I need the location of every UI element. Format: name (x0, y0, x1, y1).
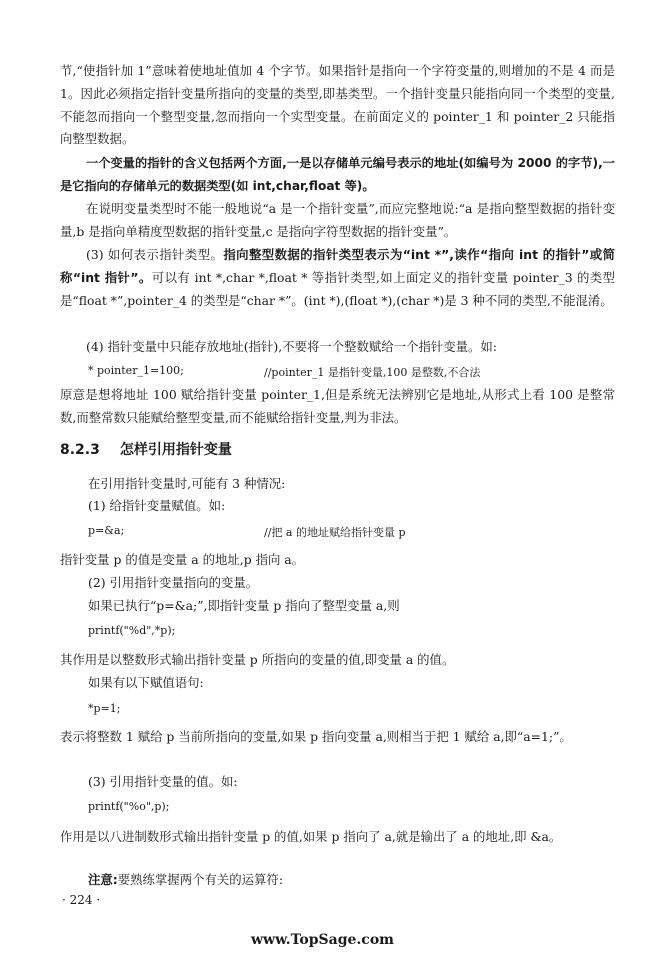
note-text: 要熟练掌握两个有关的运算符: (117, 872, 284, 887)
paragraph-pointer-meaning: 一个变量的指针的含义包括两个方面,一是以存储单元编号表示的地址(如编号为 2000 的字节),一是它指向的存储单元的数据类型(如 int,char,float 等)。 (60, 156, 615, 193)
section-heading (60, 439, 232, 459)
note-line (88, 870, 283, 890)
para4-bold-statement: 指向整型数据的指针类型表示为“int *”,读作“指向 int 的指针”或简称“int 指针”。 (60, 247, 616, 285)
paragraph-pointer-type-notation (60, 244, 615, 312)
text-case-3: (3) 引用指针变量的值。如: (88, 774, 238, 789)
code-assign-address: p=&a; (88, 524, 125, 537)
paragraph-deref-assign-explanation: 表示将整数 1 赋给 p 当前所指向的变量,如果 p 指向变量 a,则相当于把 1 赋给 a,即“a=1;”。 (60, 729, 572, 744)
paragraph-illegal-explanation: 原意是想将地址 100 赋给指针变量 pointer_1,但是系统无法辨别它是地址,从形式上看 100 是整常数,而整常数只能赋给整型变量,而不能赋给指针变量,判为非法。 (60, 387, 615, 425)
code-printf-deref: printf("%d",*p); (88, 624, 176, 637)
text-if-executed: 如果已执行“p=&a;”,即指针变量 p 指向了整型变量 a,则 (88, 598, 400, 613)
code-illegal-assignment: * pointer_1=100; (88, 364, 184, 377)
code-assign-address-comment: //把 a 的地址赋给指针变量 p (264, 526, 406, 539)
footer-watermark: www.TopSage.com (251, 932, 394, 948)
para4-rest: 可以有 int *,char *,float * 等指针类型,如上面定义的指针变量 pointer_3 的类型是“float *”,pointer_4 的类型是“char *”。(int *),(float *),(char *)是 3 种不同的类型,不能混淆。 (60, 269, 615, 308)
text-assignment-statement-intro: 如果有以下赋值语句: (88, 675, 204, 690)
code-printf-octal: printf("%o",p); (88, 800, 170, 813)
paragraph-pointer-increment: 节,“使指针加 1”意味着使地址值加 4 个字节。如果指针是指向一个字符变量的,则增加的不是 4 而是 1。因此必须指定指针变量所指向的变量的类型,即基类型。一个指针变量只能指向同一个类型的变量,不能忽而指向一个整型变量,忽而指向一个实型变量。在前面定义的 pointer_1 和 pointer_2 只能指向整型数据。 (60, 63, 615, 147)
page-number: · 224 · (62, 893, 101, 907)
code-deref-assign: *p=1; (88, 702, 121, 715)
paragraph-pointer-type-description: 在说明变量类型时不能一般地说“a 是一个指针变量”,而应完整地说:“a 是指向整型数据的指针变量,b 是指向单精度型数据的指针变量,c 是指向字符型数据的指针变量”。 (60, 201, 615, 239)
text-case-2: (2) 引用指针变量指向的变量。 (88, 575, 259, 590)
text-three-cases: 在引用指针变量时,可能有 3 种情况: (88, 476, 286, 491)
text-case-1: (1) 给指针变量赋值。如: (88, 498, 226, 513)
para4-intro: (3) 如何表示指针类型。 (86, 247, 224, 262)
paragraph-store-address-only: (4) 指针变量中只能存放地址(指针),不要将一个整数赋给一个指针变量。如: (86, 339, 497, 354)
code-illegal-assignment-comment: //pointer_1 是指针变量,100 是整数,不合法 (264, 366, 481, 379)
text-p-points-to-a: 指针变量 p 的值是变量 a 的地址,p 指向 a。 (60, 552, 305, 567)
note-label: 注意: (88, 872, 118, 887)
section-title: 怎样引用指针变量 (119, 442, 232, 458)
section-number: 8.2.3 (60, 442, 100, 458)
paragraph-octal-explanation: 作用是以八进制数形式输出指针变量 p 的值,如果 p 指向了 a,就是输出了 a 的地址,即 &a。 (60, 829, 562, 844)
text-printf-deref-explanation: 其作用是以整数形式输出指针变量 p 所指向的变量的值,即变量 a 的值。 (60, 652, 455, 667)
